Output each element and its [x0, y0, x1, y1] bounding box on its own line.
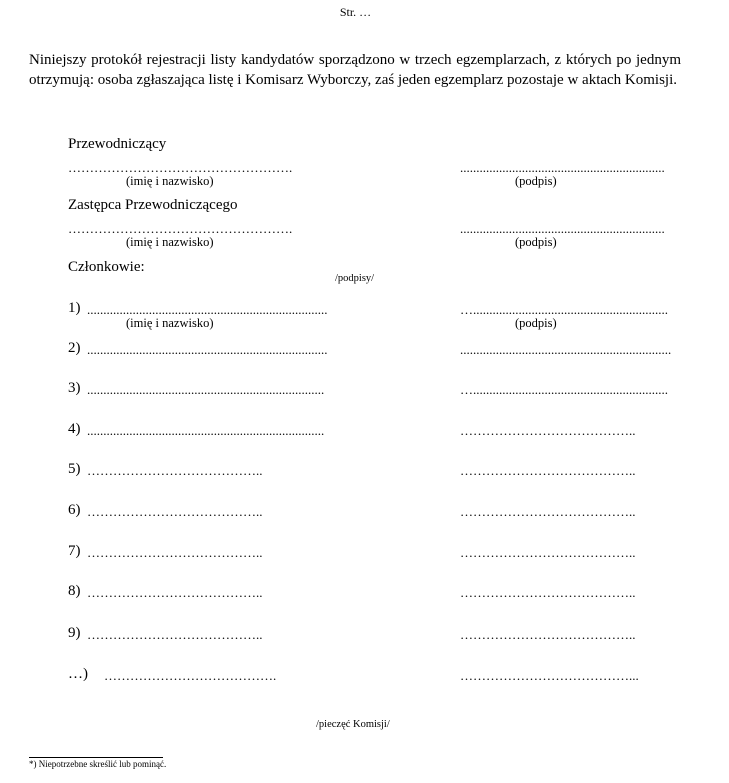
member-number: 5) [68, 461, 81, 477]
chair-heading: Przewodniczący [68, 136, 167, 152]
member-signature-line: ………………………………….. [460, 463, 636, 478]
member-number: …) [68, 666, 88, 682]
member-number: 6) [68, 502, 81, 518]
member-number: 4) [68, 421, 81, 437]
member-name-line: ......................................................................... [87, 423, 325, 438]
member-signature-line: ................................................................. [460, 342, 672, 357]
deputy-name-label: (imię i nazwisko) [126, 235, 214, 249]
chair-signature-line: ............................................................... [460, 160, 665, 175]
member-name-line: ………………………………….. [87, 463, 263, 478]
member-name-line: .......................................................................... [87, 342, 328, 357]
member-signature-line: ………………………………….. [460, 545, 636, 560]
member-signature-line: ………………………………….. [460, 423, 636, 438]
chair-name-line: ……………………………………………. [68, 160, 293, 175]
member-number: 7) [68, 543, 81, 559]
member-number: 1) [68, 300, 81, 316]
deputy-heading: Zastępca Przewodniczącego [68, 197, 238, 213]
footnote: *) Niepotrzebne skreślić lub pominąć. [29, 759, 167, 769]
chair-name-label: (imię i nazwisko) [126, 174, 214, 188]
member-signature-line: …............................................................ [460, 382, 668, 397]
member-number: 2) [68, 340, 81, 356]
member-name-line: ………………………………….. [87, 585, 263, 600]
members-heading: Członkowie: [68, 259, 145, 275]
member-signature-line: …………………………………... [460, 668, 639, 683]
member-signature-label: (podpis) [515, 316, 557, 330]
footnote-divider [29, 757, 163, 758]
member-signature-line: ………………………………….. [460, 504, 636, 519]
member-name-line: …………………………………. [104, 668, 277, 683]
member-name-line: ………………………………….. [87, 504, 263, 519]
member-name-line: .......................................................................... [87, 302, 328, 317]
member-signature-line: …............................................................ [460, 302, 668, 317]
member-signature-line: ………………………………….. [460, 585, 636, 600]
member-name-label: (imię i nazwisko) [126, 316, 214, 330]
member-name-line: ......................................................................... [87, 382, 325, 397]
signatures-note: /podpisy/ [335, 273, 375, 284]
deputy-signature-label: (podpis) [515, 235, 557, 249]
member-signature-line: ………………………………….. [460, 627, 636, 642]
deputy-signature-line: ............................................................... [460, 221, 665, 236]
seal-note: /pieczęć Komisji/ [316, 719, 390, 730]
member-name-line: ………………………………….. [87, 545, 263, 560]
deputy-name-line: ……………………………………………. [68, 221, 293, 236]
member-name-line: ………………………………….. [87, 627, 263, 642]
protocol-paragraph: Niniejszy protokół rejestracji listy kandydatów sporządzono w trzech egzemplarzach, z których po jednym otrzymują: osoba zgłaszająca listę i Komisarz Wyborczy, zaś jeden egzemplarz pozostaje w aktach Komisji. [29, 52, 681, 88]
member-number: 8) [68, 583, 81, 599]
member-number: 9) [68, 625, 81, 641]
chair-signature-label: (podpis) [515, 174, 557, 188]
page-number: Str. … [339, 5, 372, 19]
member-number: 3) [68, 380, 81, 396]
